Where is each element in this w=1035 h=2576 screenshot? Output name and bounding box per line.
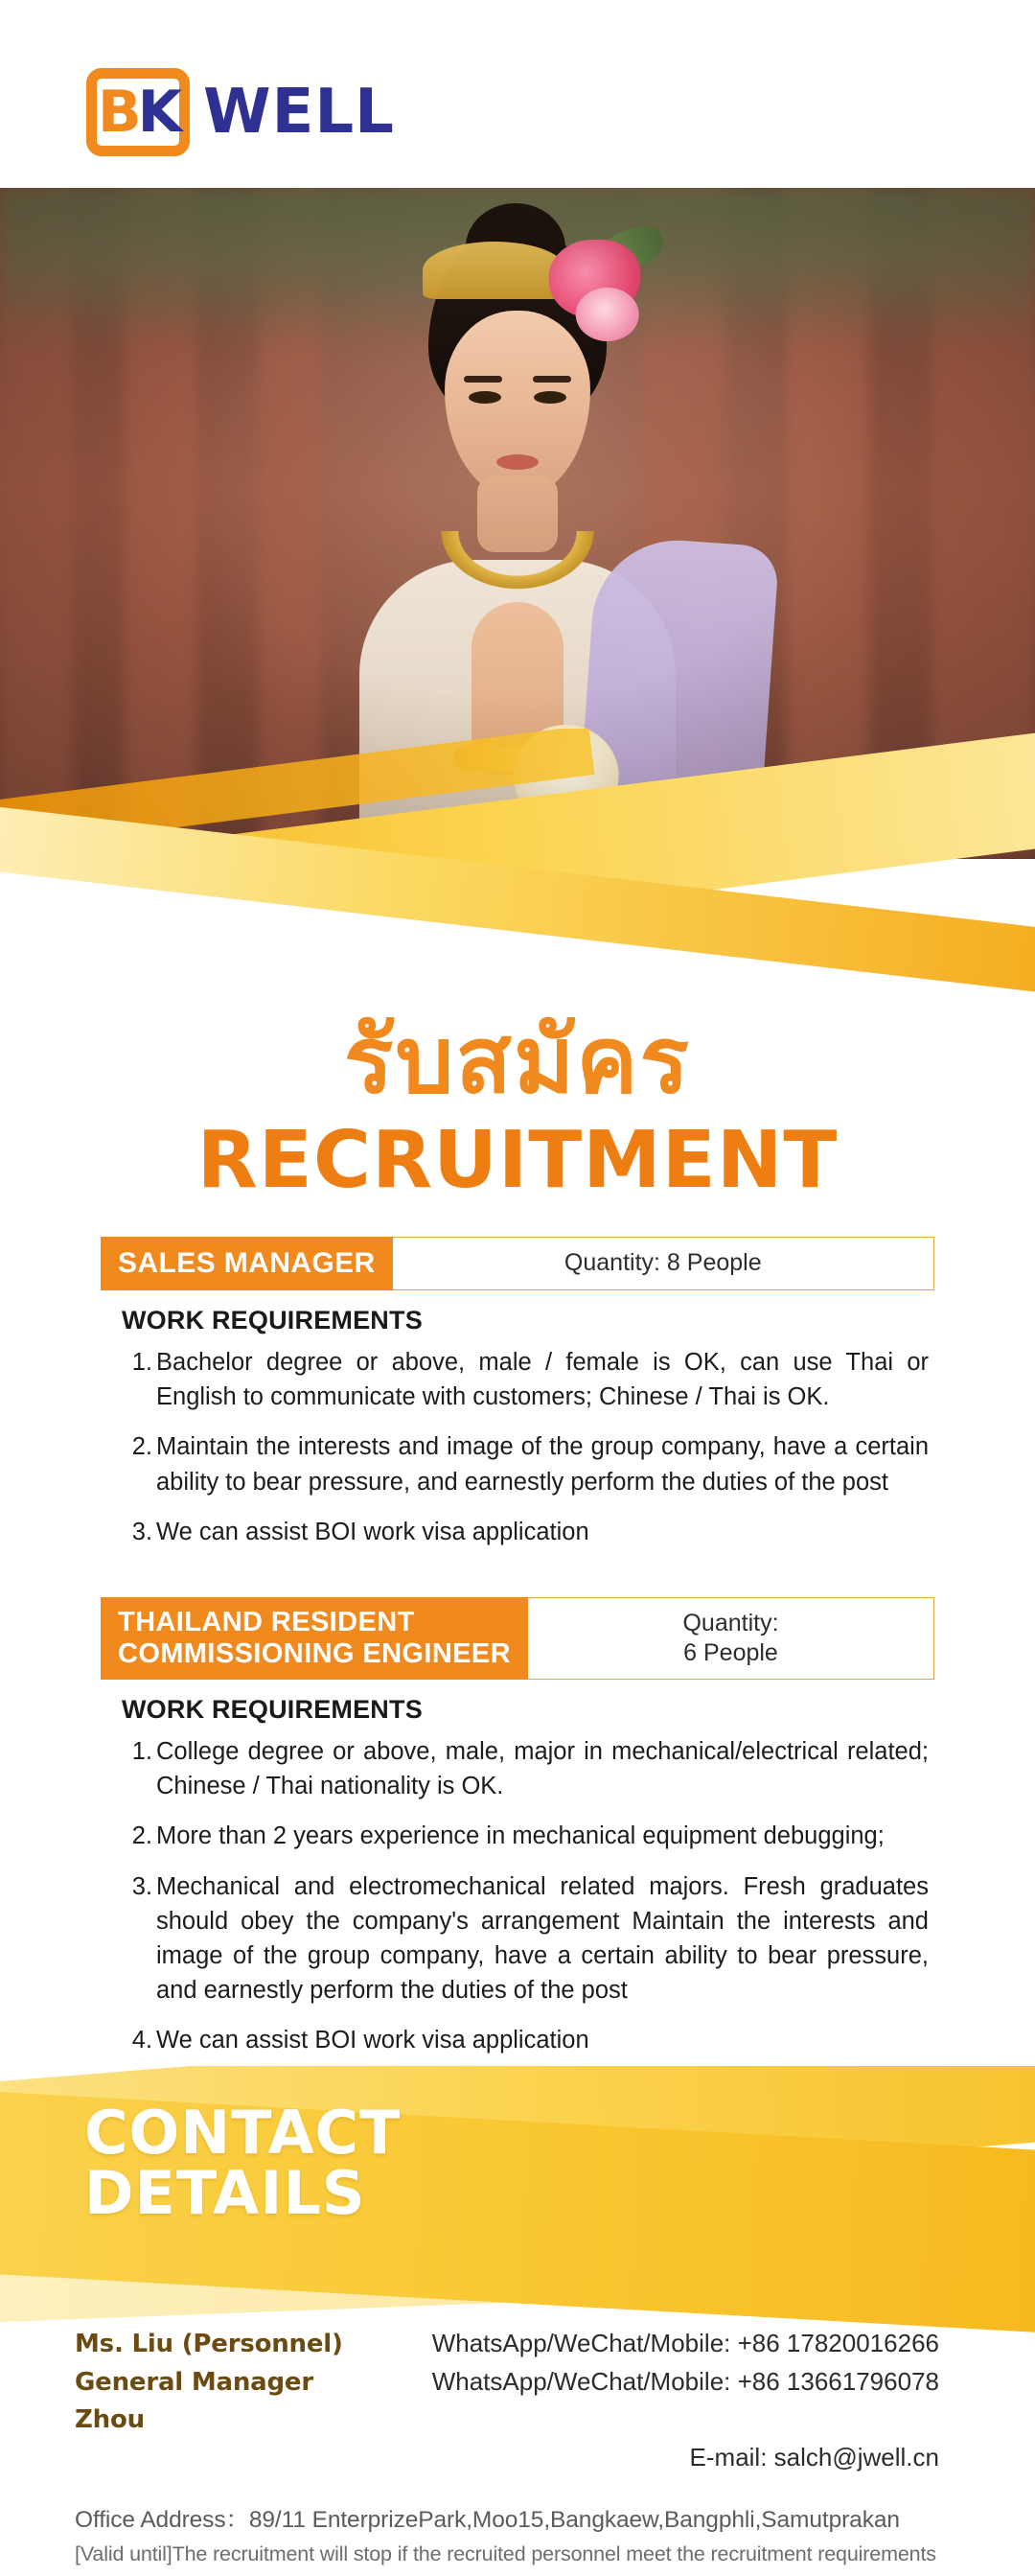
job-listings [0, 1237, 1035, 2074]
list-number: 2. [131, 1433, 152, 1461]
contact-row [75, 2325, 960, 2363]
list-number: 1. [131, 1738, 152, 1766]
job-section-commissioning-engineer [0, 1597, 1035, 2058]
requirements-list [124, 1345, 934, 1549]
job-title-line1: THAILAND RESIDENT [118, 1606, 415, 1637]
requirement-text: More than 2 years experience in mechanical equipment debugging; [156, 1822, 885, 1850]
job-title-line2: COMMISSIONING ENGINEER [118, 1638, 511, 1670]
job-quantity-line2: 6 People [683, 1639, 778, 1667]
job-quantity [528, 1597, 934, 1680]
job-quantity: Quantity: 8 People [393, 1237, 934, 1290]
requirements-heading: WORK REQUIREMENTS [122, 1695, 423, 1725]
contact-heading-line2: DETAILS [84, 2158, 366, 2229]
contact-name: General Manager Zhou [75, 2368, 313, 2434]
contact-details [0, 2325, 1035, 2566]
list-number: 3. [131, 1872, 152, 1900]
section-spacer [0, 1565, 1035, 1597]
contact-heading-line1: CONTACT [84, 2098, 402, 2168]
logo-letter-b: B [97, 79, 138, 146]
requirement-text: Maintain the interests and image of the group company, have a certain ability to bear pressure, and earnestly perform the duties of the post [156, 1433, 929, 1496]
contact-name: Ms. Liu (Personnel) [75, 2330, 343, 2358]
list-item [124, 2023, 934, 2057]
job-quantity-line1: Quantity: [682, 1609, 779, 1636]
list-item [124, 1515, 934, 1549]
requirement-text: We can assist BOI work visa application [156, 2027, 589, 2054]
list-item [124, 1734, 934, 1803]
requirement-text: Mechanical and electromechanical related majors. Fresh graduates should obey the company's arrangement Maintain the interests and image of the group company, have a certain ability to bear pressure, and earnestly perform the duties of the post [156, 1872, 929, 2005]
validity-note: [Valid until]The recruitment will stop if the recruited personnel meet the recruitment requirements [75, 2542, 936, 2565]
requirements-list [124, 1734, 934, 2058]
brand-logo [86, 59, 395, 165]
requirements-heading: WORK REQUIREMENTS [122, 1306, 423, 1334]
list-number: 4. [131, 2027, 152, 2054]
list-item [124, 1819, 934, 1853]
list-item [124, 1869, 934, 2008]
job-section-sales-manager [0, 1237, 1035, 1549]
requirement-text: Bachelor degree or above, male / female is OK, can use Thai or English to communicate with customers; Chinese / Thai is OK. [156, 1349, 929, 1411]
logo-letters [86, 68, 190, 156]
contact-heading [84, 2098, 402, 2229]
requirement-text: We can assist BOI work visa application [156, 1518, 589, 1545]
job-header [101, 1237, 934, 1290]
bk-logo-mark [86, 68, 190, 156]
contact-section [0, 2066, 1035, 2576]
list-number: 2. [131, 1822, 152, 1850]
logo-wordmark: WELL [203, 77, 395, 148]
thai-headline: รับสมัคร [343, 1007, 692, 1114]
contact-value[interactable]: WhatsApp/WeChat/Mobile: +86 17820016266 [431, 2329, 939, 2357]
job-title [101, 1597, 528, 1680]
contact-email[interactable]: E-mail: salch@jwell.cn [689, 2443, 939, 2472]
office-address: Office Address：89/11 EnterprizePark,Moo15,Bangkaew,Bangphli,Samutprakan [75, 2507, 900, 2533]
list-number: 1. [131, 1349, 152, 1376]
contact-value[interactable]: WhatsApp/WeChat/Mobile: +86 13661796078 [431, 2367, 939, 2396]
logo-letter-k: K [137, 79, 179, 146]
job-title: SALES MANAGER [101, 1237, 393, 1290]
english-headline: RECRUITMENT [196, 1115, 839, 1206]
list-item [124, 1429, 934, 1498]
job-header [101, 1597, 934, 1680]
list-number: 3. [131, 1518, 152, 1545]
list-item [124, 1345, 934, 1414]
requirement-text: College degree or above, male, major in mechanical/electrical related; Chinese / Thai nationality is OK. [156, 1738, 929, 1800]
contact-row [75, 2363, 960, 2439]
